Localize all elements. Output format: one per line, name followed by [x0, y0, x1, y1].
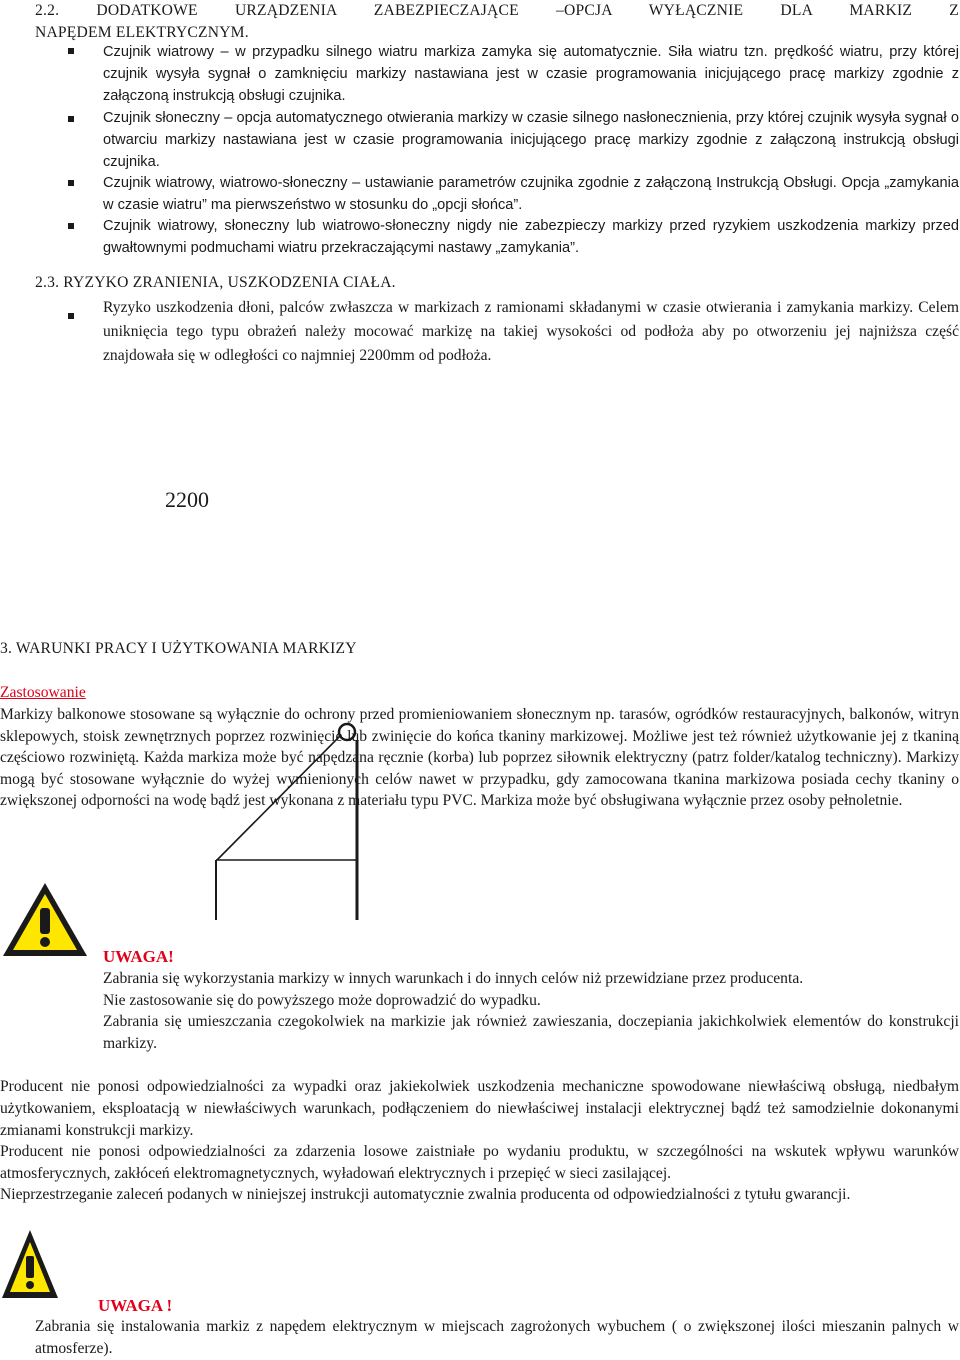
bullet-sun-sensor: Czujnik słoneczny – opcja automatycznego otwierania markizy w czasie silnego nasłonecznienia, przy której czujnik wysyła sygnał o otwarciu markizy nastawiana jest w czasie programowania inicjującego pracę markizy zgodnie z załączoną instrukcją obsługi czujnika.: [103, 110, 959, 170]
section-2-2-heading-line1: 2.2. DODATKOWE URZĄDZENIA ZABEZPIECZAJĄCE –OPCJA WYŁĄCZNIE DLA MARKIZ Z: [35, 2, 959, 19]
warning1-line1: Zabrania się wykorzystania markizy w innych warunkach i do innych celów niż przewidziane przez producenta.: [103, 970, 804, 987]
warning-triangle-icon: [0, 1228, 60, 1300]
bullet-marker: [68, 180, 74, 186]
bullet-marker: [68, 223, 74, 229]
warning-triangle-icon: [0, 880, 90, 960]
warning1-line2: Nie zastosowanie się do powyższego może doprowadzić do wypadku.: [103, 992, 541, 1009]
section-2-3-heading: 2.3. RYZYKO ZRANIENIA, USZKODZENIA CIAŁA.: [35, 274, 396, 291]
bullet-sensor-limits: Czujnik wiatrowy, słoneczny lub wiatrowo-słoneczny nigdy nie zabezpieczy markizy przed ryzykiem uszkodzenia markizy przed gwałtownymi podmuchami wiatru przekraczającymi nastawy „zamykania”.: [103, 218, 959, 256]
liability-paragraph-3: Nieprzestrzeganie zaleceń podanych w niniejszej instrukcji automatycznie zwalnia producenta od odpowiedzialności z tytułu gwarancji.: [0, 1186, 851, 1203]
height-label: 2200: [165, 487, 209, 512]
section-3-subheading: Zastosowanie: [0, 684, 86, 701]
warning1-line3: Zabrania się umieszczania czegokolwiek na markizie jak również zawieszania, doczepiania jakichkolwiek elementów do konstrukcji markizy.: [103, 1013, 959, 1052]
bullet-wind-sensor: Czujnik wiatrowy – w przypadku silnego wiatru markiza zamyka się automatycznie. Siła wiatru tzn. prędkość wiatru, przy której czujnik wysyła sygnał o zamknięciu markizy nastawiana jest w czasie programowania inicjującego pracę markizy zgodnie z załączoną instrukcją obsługi czujnika.: [103, 44, 959, 104]
bullet-sensor-params: Czujnik wiatrowy, wiatrowo-słoneczny – ustawianie parametrów czujnika zgodnie z załączoną Instrukcją Obsługi. Opcja „zamykania w czasie wiatru” ma pierwszeństwo w stosunku do „opcji słońca”.: [103, 175, 959, 213]
section-2-2-heading: [35, 0, 959, 44]
bullet-injury-risk: Ryzyko uszkodzenia dłoni, palców zwłaszcza w markizach z ramionami składanymi w czasie otwierania i zamykania markizy. Celem uniknięcia tego typu obrażeń należy mocować markizę na takiej wysokości od podłoża aby po otworzeniu jej najniższa część znajdowała się w odległości co najmniej 2200mm od podłoża.: [103, 299, 959, 364]
bullet-marker: [68, 48, 74, 54]
warning2-title: UWAGA !: [98, 1296, 173, 1315]
section-3-paragraph: Markizy balkonowe stosowane są wyłącznie do ochrony przed promieniowaniem słonecznym np. tarasów, ogródków restauracyjnych, balkonów, witryn sklepowych, stoisk zewnętrznych poprzez rozwinięcie lub zwinięcie do końca tkaniny markizowej. Możliwe jest też również użytkowanie jej z tkaniną częściowo rozwiniętą. Każda markiza może być napędzana ręcznie (korba) lub poprzez siłownik elektryczny (patrz folder/katalog techniczny). Markizy mogą być stosowane wyłącznie do wyżej wymienionych celów nawet w przypadku, gdy zamocowana tkanina markizowa posiada cechy tkaniny o zwiększonej odporności na wodę bądź jest wykonana z materiału typu PVC. Markiza może być obsługiwana wyłącznie przez osoby pełnoletnie.: [0, 706, 959, 809]
warning2-text: Zabrania się instalowania markiz z napędem elektrycznym w miejscach zagrożonych wybuchem ( o zwiększonej ilości mieszanin palnych w atmosferze).: [35, 1318, 959, 1357]
bullet-marker: [68, 116, 74, 122]
bullet-marker: [68, 313, 74, 319]
section-2-2-heading-line2: NAPĘDEM ELEKTRYCZNYM.: [35, 24, 249, 41]
liability-paragraph-2: Producent nie ponosi odpowiedzialności za zdarzenia losowe zaistniałe po wydaniu produktu, w szczególności na wskutek wpływu warunków atmosferycznych, zakłóceń elektromagnetycznych, wyładowań elektrycznych i przepięć w sieci zasilającej.: [0, 1143, 959, 1182]
section-3-heading: 3. WARUNKI PRACY I UŻYTKOWANIA MARKIZY: [0, 640, 357, 657]
liability-paragraph-1: Producent nie ponosi odpowiedzialności za wypadki oraz jakiekolwiek uszkodzenia mechaniczne spowodowane niewłaściwą obsługą, niedbałym użytkowaniem, eksploatacją w niewłaściwych warunkach, podłączeniem do niewłaściwej instalacji elektrycznej bądź też samodzielnie dokonanymi zmianami konstrukcji markizy.: [0, 1078, 959, 1139]
warning1-title: UWAGA!: [103, 947, 174, 966]
